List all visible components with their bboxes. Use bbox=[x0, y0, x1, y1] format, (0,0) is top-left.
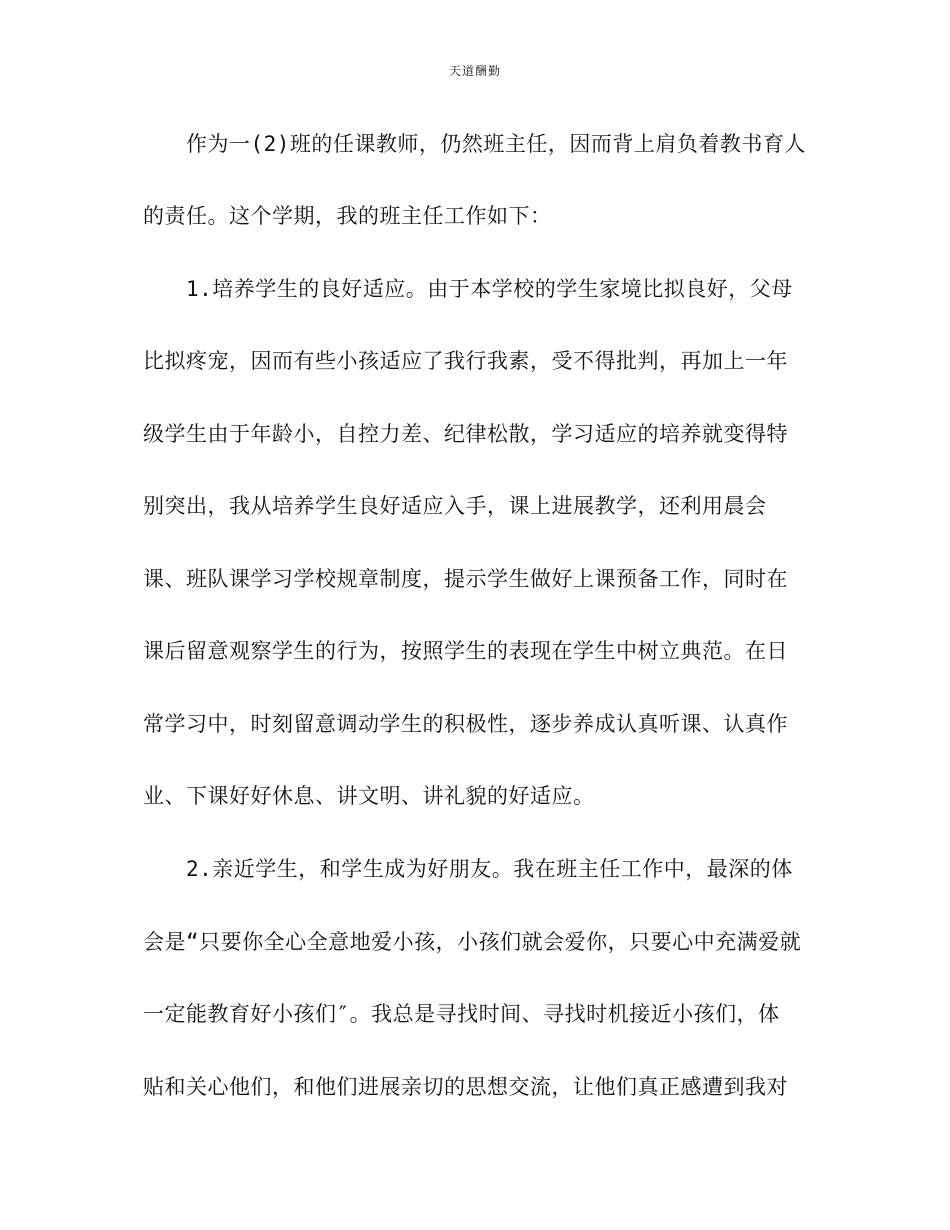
paragraph-line: 比拟疼宠，因而有些小孩适应了我行我素，受不得批判，再加上一年 bbox=[143, 349, 788, 373]
paragraph-line: 级学生由于年龄小，自控力差、纪律松散，学习适应的培养就变得特 bbox=[143, 422, 788, 446]
paragraph-line: 一定能教育好小孩们″。我总是寻找时间、寻找时机接近小孩们，体 bbox=[143, 1002, 780, 1026]
paragraph-line: 贴和关心他们，和他们进展亲切的思想交流，让他们真正感遭到我对 bbox=[143, 1075, 788, 1099]
paragraph-line: 作为一(2)班的任课教师，仍然班主任，因而背上肩负着教书育人 bbox=[186, 132, 806, 156]
paragraph-line: 2.亲近学生，和学生成为好朋友。我在班主任工作中，最深的体 bbox=[186, 857, 793, 881]
paragraph-line: 常学习中，时刻留意调动学生的积极性，逐步养成认真听课、认真作 bbox=[143, 712, 788, 736]
paragraph-line: 课后留意观察学生的行为，按照学生的表现在学生中树立典范。在日 bbox=[143, 639, 788, 663]
page-header: 天道酬勤 bbox=[448, 64, 501, 78]
paragraph-line: 1.培养学生的良好适应。由于本学校的学生家境比拟良好，父母 bbox=[186, 277, 793, 301]
paragraph-line: 的责任。这个学期，我的班主任工作如下： bbox=[143, 204, 552, 228]
paragraph-line: 课、班队课学习学校规章制度，提示学生做好上课预备工作，同时在 bbox=[143, 567, 788, 591]
paragraph-line: 业、下课好好休息、讲文明、讲礼貌的好适应。 bbox=[143, 784, 595, 808]
paragraph-line: 别突出，我从培养学生良好适应入手，课上进展教学，还利用晨会 bbox=[143, 494, 767, 518]
paragraph-line: 会是“只要你全心全意地爱小孩，小孩们就会爱你，只要心中充满爱就 bbox=[143, 930, 802, 954]
